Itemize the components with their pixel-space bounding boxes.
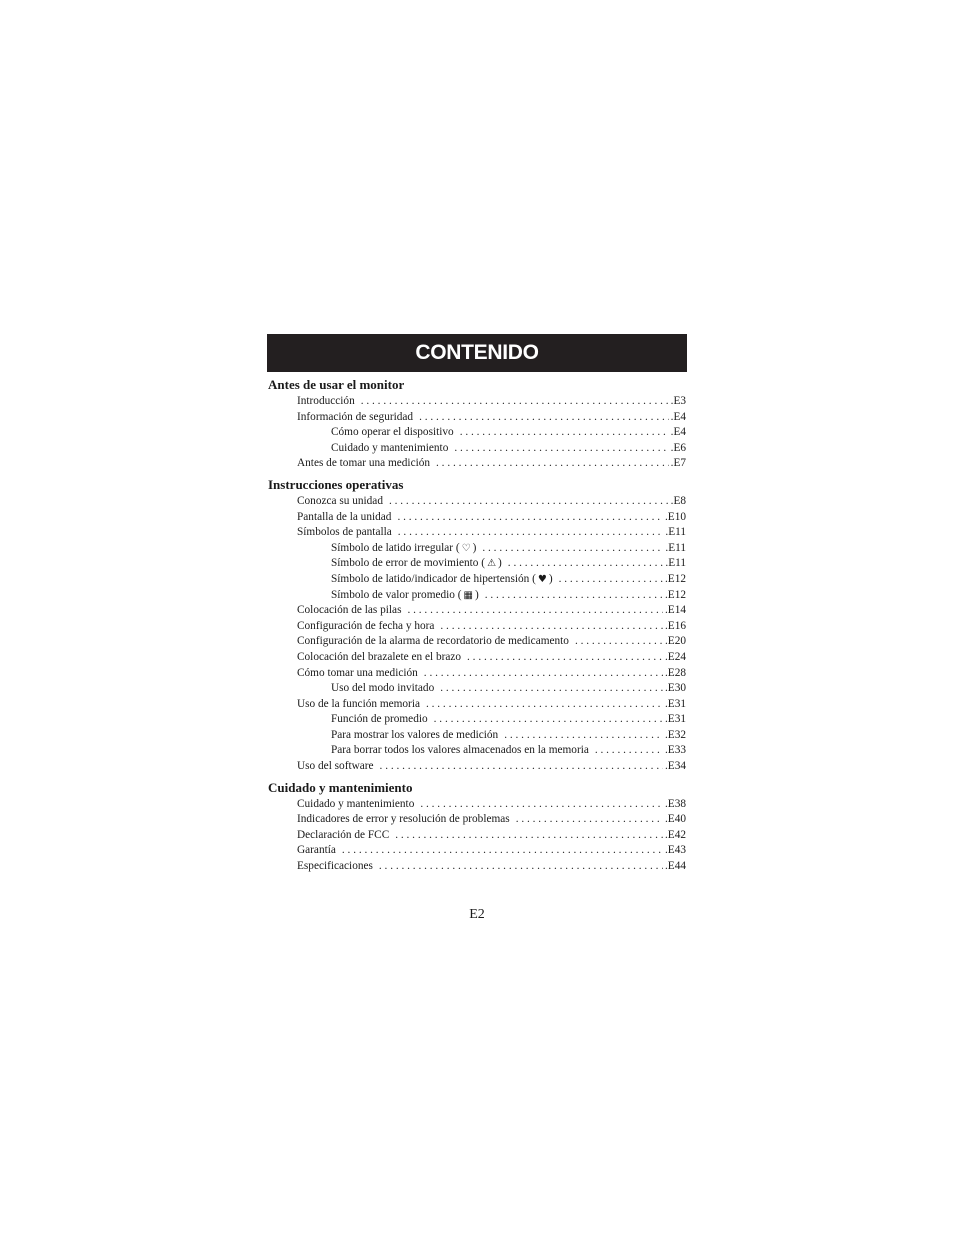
dot-leader [516,812,663,828]
toc-entry-page: .E6 [670,441,686,454]
toc-entry-label: Especificaciones [297,860,373,873]
toc-section-title: Cuidado y mantenimiento [268,779,413,795]
toc-entry-page: .E8 [670,494,686,507]
toc-entry-label: Garantía [297,844,336,857]
toc-section [268,376,686,472]
toc-entry-page: .E12 [664,588,686,601]
toc-entry-label: Pantalla de la unidad [297,510,392,523]
toc-entry-label: Símbolo de latido/indicador de hipertensión ( [331,572,536,585]
table-of-contents [268,376,686,875]
toc-section [268,779,686,875]
toc-entry-label: Uso de la función memoria [297,697,420,710]
dot-leader [395,828,663,844]
toc-entry-label: Configuración de fecha y hora [297,619,435,632]
toc-entry-label: Configuración de la alarma de recordatorio de medicamento [297,635,569,648]
toc-entry-page: .E10 [664,510,686,523]
dot-leader [389,494,669,510]
toc-entry[interactable] [268,394,686,410]
toc-entry-label: Cuidado y mantenimiento [297,797,415,810]
movement-error-icon: ⚠ [487,558,497,570]
toc-entry[interactable] [268,494,686,510]
toc-entry-page: .E4 [670,426,686,439]
toc-section [268,476,686,775]
toc-entry-page: .E20 [664,635,686,648]
toc-entry-label: Colocación del brazalete en el brazo [297,650,462,663]
toc-entry[interactable] [268,525,686,541]
toc-entry[interactable] [268,634,686,650]
toc-entry[interactable] [268,541,686,557]
dot-leader [467,650,663,666]
toc-entry-label: Información de seguridad [297,410,414,423]
toc-entry-page: .E14 [664,604,686,617]
toc-entry-page: .E11 [665,526,686,539]
toc-entry[interactable] [268,743,686,759]
toc-entry-page: .E32 [664,728,686,741]
toc-entry-label-close: ) [498,557,502,570]
toc-entry-page: .E7 [670,457,686,470]
toc-entry-label: Para borrar todos los valores almacenados en la memoria [331,744,589,757]
toc-entry[interactable] [268,588,686,604]
irregular-heartbeat-icon: ♡ [461,542,471,554]
toc-entry-page: .E42 [664,828,686,841]
toc-entry[interactable] [268,410,686,426]
toc-entry-page: .E34 [664,760,686,773]
toc-entry-page: .E11 [665,541,686,554]
toc-entry-label-close: ) [472,541,477,554]
toc-entry-label: Símbolo de latido irregular ( [331,541,460,554]
toc-entry-page: .E11 [665,557,686,570]
dot-leader [485,588,663,604]
toc-entry[interactable] [268,510,686,526]
toc-entry-label: Cómo operar el dispositivo [331,426,454,439]
toc-entry-label: Símbolo de valor promedio ( [331,588,462,601]
toc-entry-label: Símbolos de pantalla [297,526,392,539]
dot-leader [440,619,663,635]
toc-entry-label: Para mostrar los valores de medición [331,728,499,741]
dot-leader [434,712,663,728]
dot-leader [424,666,663,682]
dot-leader [398,525,664,541]
toc-entry-page: .E31 [664,713,686,726]
toc-entry-page: .E24 [664,650,686,663]
toc-entry-label: Uso del software [297,760,374,773]
dot-leader [419,410,669,426]
toc-section-title: Antes de usar el monitor [268,377,405,392]
dot-leader [559,572,663,588]
dot-leader [440,681,663,697]
toc-entry[interactable] [268,828,686,844]
toc-entry[interactable] [268,666,686,682]
dot-leader [454,441,668,457]
toc-entry[interactable] [268,572,686,588]
toc-entry[interactable] [268,425,686,441]
toc-entry-label-close: ) [474,588,479,601]
dot-leader [436,456,669,472]
toc-entry-label: Cómo tomar una medición [297,666,418,679]
dot-leader [420,797,663,813]
page-number: E2 [469,907,485,922]
dot-leader [426,697,663,713]
toc-entry-page: .E31 [664,697,686,710]
toc-entry[interactable] [268,603,686,619]
average-value-icon: ▦ [463,589,473,601]
dot-leader [508,556,664,572]
toc-entry[interactable] [268,441,686,457]
toc-entry-page: .E4 [670,410,686,423]
toc-entry-label: Uso del modo invitado [331,682,435,695]
toc-entry[interactable] [268,681,686,697]
toc-entry[interactable] [268,759,686,775]
toc-entry-page: .E16 [664,619,686,632]
toc-entry[interactable] [268,456,686,472]
dot-leader [482,541,663,557]
toc-entry[interactable] [268,859,686,875]
toc-entry-page: .E40 [664,813,686,826]
toc-entry[interactable] [268,712,686,728]
toc-entry-page: .E12 [664,572,686,585]
dot-leader [595,743,663,759]
toc-entry-page: .E33 [664,744,686,757]
toc-entry-label: Conozca su unidad [297,494,383,507]
toc-entry-label: Símbolo de error de movimiento ( [331,557,486,570]
toc-entry-page: .E44 [664,860,686,873]
dot-leader [460,425,669,441]
toc-entry[interactable] [268,556,686,572]
toc-entry-page: .E43 [664,844,686,857]
dot-leader [504,728,663,744]
toc-entry[interactable] [268,797,686,813]
dot-leader [397,510,663,526]
toc-entry[interactable] [268,728,686,744]
toc-entry-label: Introducción [297,395,355,407]
toc-entry[interactable] [268,843,686,859]
toc-section-title: Instrucciones operativas [268,476,404,492]
toc-entry-label: Cuidado y mantenimiento [331,441,449,454]
toc-entry[interactable] [268,697,686,713]
toc-entry-label: Antes de tomar una medición [297,457,431,470]
contents-title-banner [267,334,687,372]
toc-entry-page: .E30 [664,682,686,695]
toc-entry-label: Función de promedio [331,713,428,726]
dot-leader [380,759,663,775]
hypertension-indicator-icon: ♥ [537,573,547,585]
contents-title: CONTENIDO [415,341,539,364]
toc-entry-page: .E3 [670,395,686,407]
toc-entry-page: .E28 [664,666,686,679]
dot-leader [379,859,663,875]
toc-entry-label-close: ) [548,572,553,585]
toc-entry-label: Colocación de las pilas [297,604,402,617]
toc-entry-page: .E38 [664,797,686,810]
dot-leader [575,634,663,650]
dot-leader [342,843,663,859]
toc-entry[interactable] [268,619,686,635]
toc-entry[interactable] [268,650,686,666]
dot-leader [407,603,663,619]
toc-entry-label: Indicadores de error y resolución de problemas [297,813,510,826]
dot-leader [361,394,669,410]
toc-entry[interactable] [268,812,686,828]
toc-entry-label: Declaración de FCC [297,828,390,841]
